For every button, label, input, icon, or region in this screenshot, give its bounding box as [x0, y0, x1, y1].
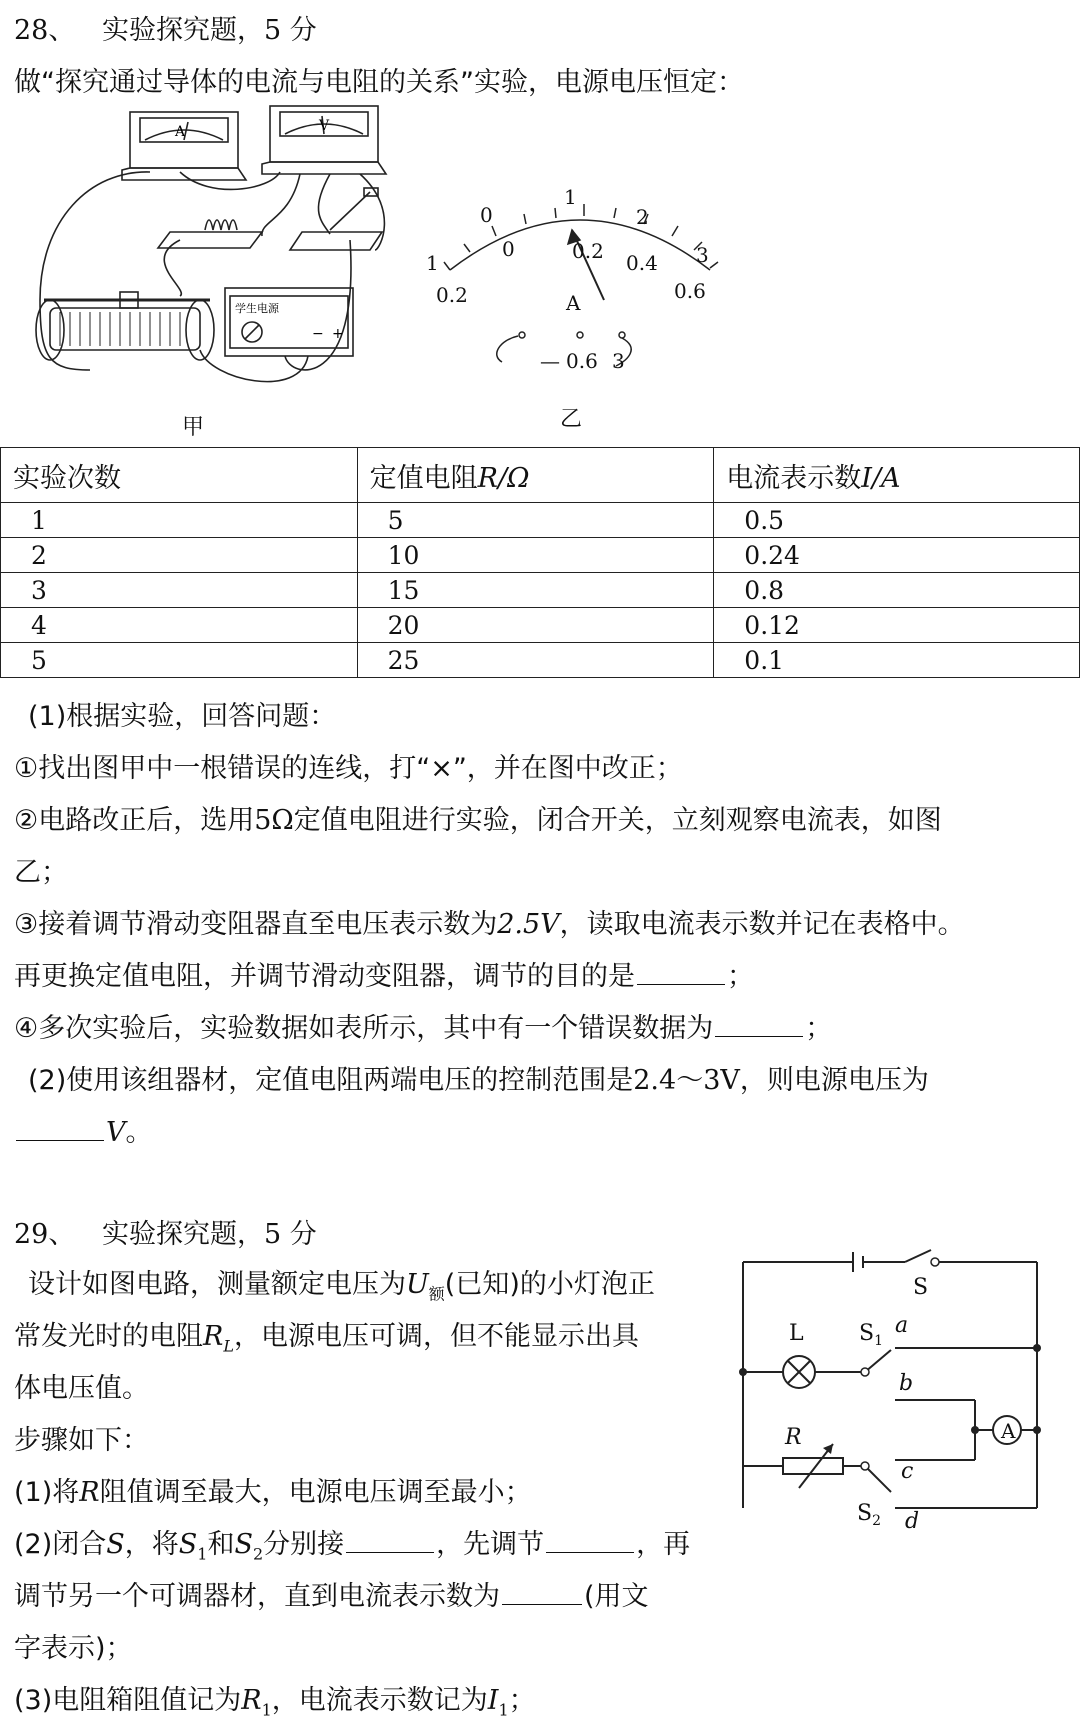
terminal-minus: — — [540, 349, 560, 373]
q28-part2-cont: V。 — [14, 1110, 153, 1149]
label-d: d — [905, 1509, 920, 1534]
table-row: 3 15 0.8 — [1, 573, 1080, 608]
q28-step4: ④多次实验后，实验数据如表所示，其中有一个错误数据为 ； — [14, 1013, 833, 1044]
rheostat-r — [783, 1458, 843, 1474]
supply-label: 学生电源 — [235, 302, 279, 315]
resistor-jia — [158, 232, 262, 248]
label-s: S — [913, 1275, 929, 1300]
q28-score: 5 分 — [263, 15, 317, 46]
label-a: a — [895, 1313, 909, 1338]
wire-left — [497, 336, 518, 362]
answer-blank[interactable] — [502, 1603, 582, 1605]
q28-step1: ①找出图甲中一根错误的连线，打“×”，并在图中改正； — [14, 753, 683, 784]
q29-step1: (1)将R阻值调至最大，电源电压调至最小； — [14, 1477, 532, 1508]
q29-step2: (2)闭合S，将$S_1$和$S_2$分别接 ，先调节 ，再 — [14, 1529, 691, 1564]
scale-top-1: 1 — [564, 185, 577, 209]
scale-bottom-0.6: 0.6 — [674, 279, 706, 303]
q28-number: 28、 — [14, 15, 76, 46]
table-header-row — [1, 448, 1080, 503]
scale-bottom-0: 0 — [502, 237, 515, 261]
q29-header — [14, 1212, 317, 1251]
q28-intro: 做“探究通过导体的电流与电阻的关系”实验，电源电压恒定： — [14, 67, 744, 98]
label-l: L — [789, 1321, 804, 1346]
q28-step3: ③接着调节滑动变阻器直至电压表示数为2.5V，读取电流表示数并记在表格中。 — [14, 909, 965, 940]
table-row: 5 25 0.1 — [1, 643, 1080, 678]
answer-blank[interactable] — [546, 1551, 634, 1553]
q29-line1: 设计如图电路，测量额定电压为$U_额$(已知)的小灯泡正 — [28, 1269, 655, 1304]
scale-bottom-0.2: 0.2 — [572, 239, 604, 263]
header-resistance: 定值电阻R/Ω — [357, 448, 714, 503]
figure-jia-label: 甲 — [182, 415, 205, 440]
answer-blank[interactable] — [346, 1551, 434, 1553]
q28-step2: ②电路改正后，选用5Ω定值电阻进行实验，闭合开关，立刻观察电流表，如图 — [14, 805, 942, 836]
power-supply-jia — [225, 288, 353, 356]
scale-bottom-0.4: 0.4 — [626, 251, 658, 275]
scale-left-0.2: 0.2 — [436, 283, 468, 307]
q29-number: 29、 — [14, 1219, 76, 1250]
rheostat-jia — [50, 308, 200, 350]
header-trial: 实验次数 — [1, 448, 358, 503]
answer-blank[interactable] — [637, 983, 725, 985]
label-s2: $S_2$ — [857, 1501, 881, 1529]
supply-plus: + — [332, 326, 344, 342]
q29-line2: 常发光时的电阻$R_L$，电源电压可调，但不能显示出具 — [14, 1321, 639, 1356]
q29-step2-cont: 调节另一个可调器材，直到电流表示数为 (用文 — [14, 1581, 649, 1612]
label-s1: $S_1$ — [859, 1321, 883, 1349]
switch-s-blade — [905, 1250, 931, 1262]
figure-yi-label: 乙 — [560, 407, 583, 432]
q28-step3-cont: 再更换定值电阻，并调节滑动变阻器，调节的目的是 ； — [14, 961, 754, 992]
terminal-3: 3 — [612, 349, 625, 373]
header-current: 电流表示数I/A — [714, 448, 1080, 503]
q29-type: 实验探究题， — [101, 1219, 264, 1250]
q29-step2-cont2: 字表示)； — [14, 1633, 133, 1664]
switch-s1-blade — [865, 1350, 891, 1372]
label-r: R — [785, 1425, 802, 1450]
switch-s2-blade — [865, 1466, 891, 1492]
voltmeter-letter: V — [318, 118, 330, 134]
label-b: b — [899, 1371, 914, 1396]
scale-left-1: 1 — [426, 251, 439, 275]
scale-top-2: 2 — [636, 205, 649, 229]
scale-top-3: 3 — [696, 243, 709, 267]
q29-step3: (3)电阻箱阻值记为$R_1$，电流表示数记为$I_1$； — [14, 1685, 536, 1720]
table-row: 2 10 0.24 — [1, 538, 1080, 573]
q29-score: 5 分 — [263, 1219, 317, 1250]
q28-header — [14, 8, 317, 47]
q29-line3: 体电压值。 — [14, 1373, 149, 1404]
q28-part2: (2)使用该组器材，定值电阻两端电压的控制范围是2.4～3V，则电源电压为 — [28, 1065, 929, 1096]
ammeter-letter-a: A — [1001, 1419, 1016, 1443]
figure-jia-apparatus — [30, 100, 430, 410]
supply-minus: − — [312, 326, 324, 342]
table-row: 4 20 0.12 — [1, 608, 1080, 643]
table-row: 1 5 0.5 — [1, 503, 1080, 538]
terminal-0.6: 0.6 — [566, 349, 598, 373]
q29-circuit — [735, 1240, 1055, 1560]
q28-step2-cont: 乙； — [14, 857, 68, 888]
q29-line4: 步骤如下： — [14, 1425, 149, 1456]
answer-blank[interactable] — [715, 1035, 803, 1037]
figure-yi-ammeter — [426, 185, 730, 390]
switch-jia — [290, 232, 382, 250]
answer-blank[interactable] — [16, 1139, 104, 1141]
data-table — [0, 447, 1080, 678]
q28-type: 实验探究题， — [101, 15, 264, 46]
q28-part1: (1)根据实验，回答问题： — [28, 701, 337, 732]
label-c: c — [901, 1459, 914, 1484]
dial-unit: A — [566, 291, 581, 315]
scale-top-0: 0 — [480, 203, 493, 227]
ammeter-letter: A — [174, 124, 186, 140]
